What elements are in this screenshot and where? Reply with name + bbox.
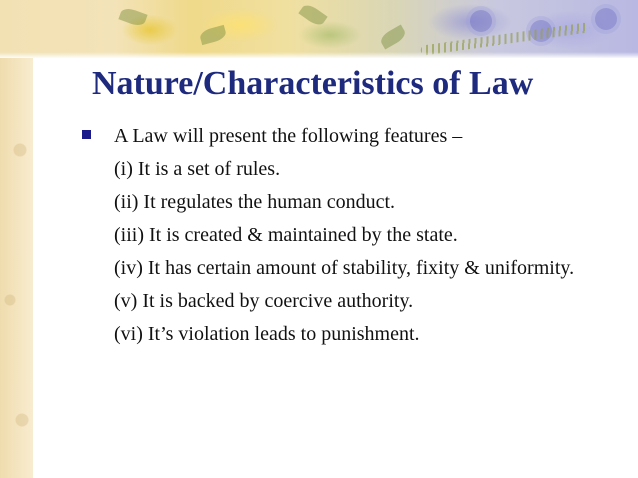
feature-list [114,157,584,355]
left-parchment-band [0,0,33,478]
leaf-decoration [298,2,327,28]
leaf-decoration [199,25,228,45]
feature-item: (iii) It is created & maintained by the state. [114,224,458,246]
feature-item: (i) It is a set of rules. [114,158,281,180]
vine-decoration [420,22,590,56]
leaf-decoration [378,24,408,49]
slide-title: Nature/Characteristics of Law [92,65,534,102]
leaf-decoration [118,6,147,28]
flower-decoration [595,8,617,30]
feature-item: (iv) It has certain amount of stability, fixity & uniformity. [114,257,575,279]
feature-item: (v) It is backed by coercive authority. [114,290,414,312]
flower-decoration [470,10,492,32]
floral-banner-decoration [0,0,638,58]
feature-item: (vi) It’s violation leads to punishment. [114,323,420,345]
bullet-text: A Law will present the following features – [114,125,463,147]
square-bullet-icon [82,130,91,139]
feature-item: (ii) It regulates the human conduct. [114,191,396,213]
